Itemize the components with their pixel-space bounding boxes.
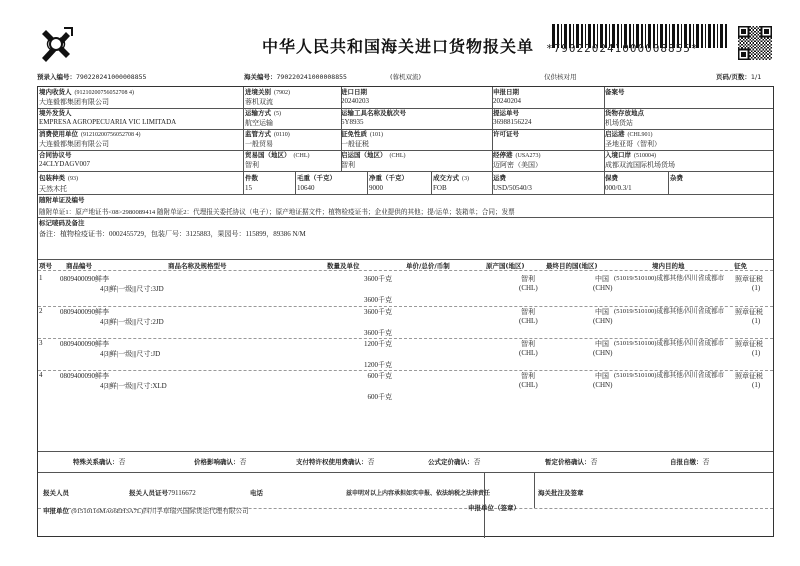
declarant-id: 报关人员证号79116672 bbox=[129, 489, 196, 497]
qr-code-icon bbox=[738, 26, 772, 60]
field-r2-3-header: 提运单号 bbox=[493, 109, 519, 117]
item-no: 1 bbox=[39, 274, 43, 282]
confirm-item: 自报自缴：否 bbox=[670, 458, 710, 466]
field-r1-0-value: 大连毅都集团有限公司 bbox=[39, 98, 109, 106]
phone-label: 电话 bbox=[250, 489, 263, 497]
field-r1-0-header: 境内收货人 (91210200756052708 4) bbox=[39, 88, 134, 96]
field-r3-0-header: 消费使用单位 (91210200756052708 4) bbox=[39, 130, 141, 138]
field-r5-2-header: 毛重（千克） bbox=[297, 174, 336, 182]
field-r1-1-value: 蓉机双流 bbox=[245, 98, 273, 106]
field-r5-5-value: USD/50540/3 bbox=[493, 184, 532, 192]
item-code-name: 0809400090鲜李 bbox=[60, 308, 109, 316]
item-code-name: 0809400090鲜李 bbox=[60, 275, 109, 283]
field-r5-2-value: 10640 bbox=[297, 184, 315, 192]
item-qty-legal: 600千克 bbox=[367, 393, 392, 401]
col-item-no: 项号 bbox=[39, 262, 52, 270]
field-r4-2-header: 启运国（地区） (CHL) bbox=[341, 151, 406, 159]
marks-label: 标记唛码及备注 bbox=[39, 219, 85, 227]
item-qty-legal: 1200千克 bbox=[364, 361, 392, 369]
field-r5-1-value: 15 bbox=[245, 184, 252, 192]
item-domestic: (51019/510100)成都其他/四川省成都市 bbox=[614, 372, 725, 379]
item-levy: 照章征税 bbox=[735, 308, 763, 316]
field-r5-6-value: 000/0.3/1 bbox=[605, 184, 632, 192]
item-origin: 智利 bbox=[521, 372, 535, 380]
field-r4-3-header: 经停港 (USA273) bbox=[493, 151, 541, 159]
col-dest: 最终目的国(地区) bbox=[546, 262, 598, 270]
barcode-text: *790220241000008855* bbox=[546, 42, 699, 55]
item-dest-code: (CHN) bbox=[593, 381, 613, 389]
attached-docs-value: 随附单证1：原产地证书<08>2980089414 随附单证2：代理报关委托协议（电子）；原产地证据文件；植物检疫证书；企业提供的其他；提/运单；装箱单；合同；发票 bbox=[39, 209, 515, 216]
item-spec: 4|3|鲜|一级|||尺寸:3JD bbox=[100, 285, 164, 293]
field-r3-2-header: 征免性质 (101) bbox=[341, 130, 383, 138]
item-origin-code: (CHL) bbox=[519, 349, 538, 357]
field-r4-4-value: 成都双流国际机场货场 bbox=[605, 161, 675, 169]
item-domestic: (51019/510100)成都其他/四川省成都市 bbox=[614, 340, 725, 347]
customs-emblem-icon bbox=[36, 24, 76, 64]
item-no: 3 bbox=[39, 339, 43, 347]
port-note: (蓉机双流) bbox=[390, 73, 422, 81]
document-title: 中华人民共和国海关进口货物报关单 bbox=[262, 37, 535, 56]
item-domestic: (51019/510100)成都其他/四川省成都市 bbox=[614, 308, 725, 315]
field-r2-4-header: 货物存放地点 bbox=[605, 109, 644, 117]
field-r5-6-header: 保费 bbox=[605, 174, 618, 182]
field-r4-0-value: 24CLYDAGV007 bbox=[39, 160, 91, 168]
field-r5-0-value: 天然木托 bbox=[39, 185, 67, 193]
field-r4-3-value: 迈阿密（美国） bbox=[493, 161, 542, 169]
item-levy-code: (1) bbox=[752, 349, 761, 357]
confirm-item: 价格影响确认：否 bbox=[194, 458, 247, 466]
confirm-item: 公式定价确认：否 bbox=[428, 458, 481, 466]
verify-note: 仅供核对用 bbox=[544, 73, 577, 81]
field-r2-2-header: 运输工具名称及航次号 bbox=[341, 109, 406, 117]
applicant-seal-label: 申报单位（签章） bbox=[468, 504, 520, 512]
attached-docs-label: 随附单证及编号 bbox=[39, 196, 85, 204]
field-r5-0-header: 包装种类 (93) bbox=[39, 174, 78, 182]
item-dest: 中国 bbox=[595, 308, 609, 316]
declarant-label: 报关人员 bbox=[43, 489, 69, 497]
marks-value: 备注：植物检疫证书：0002455729，包装厂号：3125883，果园号：115899，89386 N/M bbox=[39, 230, 306, 238]
item-qty-legal: 3600千克 bbox=[364, 296, 392, 304]
customs-number: 海关编号：790220241000008855 bbox=[244, 73, 347, 81]
item-levy-code: (1) bbox=[752, 317, 761, 325]
field-r2-1-value: 航空运输 bbox=[245, 119, 273, 127]
item-dest-code: (CHN) bbox=[593, 349, 613, 357]
item-dest: 中国 bbox=[595, 372, 609, 380]
field-r5-4-value: FOB bbox=[433, 184, 447, 192]
item-dest-code: (CHN) bbox=[593, 284, 613, 292]
item-levy-code: (1) bbox=[752, 284, 761, 292]
field-r4-0-header: 合同协议号 bbox=[39, 151, 72, 159]
item-code-name: 0809400090鲜李 bbox=[60, 340, 109, 348]
item-origin-code: (CHL) bbox=[519, 284, 538, 292]
item-code-name: 0809400090鲜李 bbox=[60, 372, 109, 380]
field-r3-2-value: 一般征税 bbox=[341, 140, 369, 148]
field-r1-3-header: 申报日期 bbox=[493, 88, 519, 96]
item-no: 4 bbox=[39, 371, 43, 379]
field-r5-7-header: 杂费 bbox=[670, 174, 683, 182]
field-r4-2-value: 智利 bbox=[341, 161, 355, 169]
item-origin-code: (CHL) bbox=[519, 317, 538, 325]
item-origin: 智利 bbox=[521, 275, 535, 283]
field-r1-2-value: 20240203 bbox=[341, 97, 369, 105]
col-price: 单价/总价/币制 bbox=[406, 262, 450, 270]
item-dest: 中国 bbox=[595, 340, 609, 348]
item-origin: 智利 bbox=[521, 308, 535, 316]
field-r5-1-header: 件数 bbox=[245, 174, 258, 182]
confirm-item: 暂定价格确认：否 bbox=[545, 458, 598, 466]
item-qty-legal: 3600千克 bbox=[364, 329, 392, 337]
item-qty: 600千克 bbox=[367, 372, 392, 380]
customs-note-label: 海关批注及签章 bbox=[538, 489, 584, 497]
field-r3-1-value: 一般贸易 bbox=[245, 140, 273, 148]
item-qty: 3600千克 bbox=[364, 275, 392, 283]
item-levy-code: (1) bbox=[752, 381, 761, 389]
item-spec: 4|3|鲜|一级|||尺寸:2JD bbox=[100, 318, 164, 326]
item-domestic: (51019/510100)成都其他/四川省成都市 bbox=[614, 275, 725, 282]
field-r5-3-value: 9000 bbox=[369, 184, 383, 192]
item-origin-code: (CHL) bbox=[519, 381, 538, 389]
col-levy: 征免 bbox=[734, 262, 747, 270]
field-r4-4-header: 入境口岸 (510004) bbox=[605, 151, 656, 159]
field-r4-1-header: 贸易国（地区） (CHL) bbox=[245, 151, 310, 159]
field-r1-2-header: 进口日期 bbox=[341, 88, 367, 96]
field-r2-1-header: 运输方式 (5) bbox=[245, 109, 281, 117]
pre-entry-number: 预录入编号：790220241000008855 bbox=[37, 73, 147, 81]
item-qty: 3600千克 bbox=[364, 308, 392, 316]
field-r1-1-header: 进境关别 (7902) bbox=[245, 88, 290, 96]
col-domestic: 境内目的地 bbox=[652, 262, 685, 270]
field-r2-0-value: EMPRESA AGROPECUARIA VIC LIMITADA bbox=[39, 118, 177, 126]
applicant: 申报单位 (91510116MA66EH3A7L)四川孚卓瑞兴国际货运代理有限公司 bbox=[43, 507, 249, 515]
confirm-item: 特殊关系确认：否 bbox=[73, 458, 126, 466]
field-r3-0-value: 大连毅都集团有限公司 bbox=[39, 140, 109, 148]
declaration-statement: 兹申明对以上内容承担如实申报、依法纳税之法律责任 bbox=[346, 490, 491, 497]
field-r2-0-header: 境外发货人 bbox=[39, 109, 72, 117]
field-r2-4-value: 机场货站 bbox=[605, 119, 633, 127]
field-r5-4-header: 成交方式 (3) bbox=[433, 174, 469, 182]
item-spec: 4|3|鲜|一级|||尺寸:JD bbox=[100, 350, 161, 358]
col-qty: 数量及单位 bbox=[327, 262, 360, 270]
field-r3-4-value: 圣地亚哥（智利） bbox=[605, 140, 661, 148]
page-number: 页码/页数：1/1 bbox=[716, 73, 762, 81]
field-r3-1-header: 监管方式 (0110) bbox=[245, 130, 290, 138]
col-item-name: 商品名称及规格型号 bbox=[168, 262, 227, 270]
field-r5-5-header: 运费 bbox=[493, 174, 506, 182]
field-r1-3-value: 20240204 bbox=[493, 97, 521, 105]
field-r1-4-header: 备案号 bbox=[605, 88, 625, 96]
col-origin: 原产国(地区) bbox=[486, 262, 525, 270]
col-item-code: 商品编号 bbox=[66, 262, 92, 270]
item-dest: 中国 bbox=[595, 275, 609, 283]
item-levy: 照章征税 bbox=[735, 340, 763, 348]
item-no: 2 bbox=[39, 307, 43, 315]
item-levy: 照章征税 bbox=[735, 275, 763, 283]
item-origin: 智利 bbox=[521, 340, 535, 348]
field-r3-4-header: 启运港 (CHL901) bbox=[605, 130, 653, 138]
field-r3-3-header: 许可证号 bbox=[493, 130, 519, 138]
field-r4-1-value: 智利 bbox=[245, 161, 259, 169]
field-r5-3-header: 净重（千克） bbox=[369, 174, 408, 182]
field-r2-2-value: 5Y8935 bbox=[341, 118, 364, 126]
field-r2-3-value: 36988156224 bbox=[493, 118, 532, 126]
item-dest-code: (CHN) bbox=[593, 317, 613, 325]
item-levy: 照章征税 bbox=[735, 372, 763, 380]
item-spec: 4|3|鲜|一级|||尺寸:XLD bbox=[100, 382, 167, 390]
item-qty: 1200千克 bbox=[364, 340, 392, 348]
confirm-item: 支付特许权使用费确认：否 bbox=[296, 458, 375, 466]
